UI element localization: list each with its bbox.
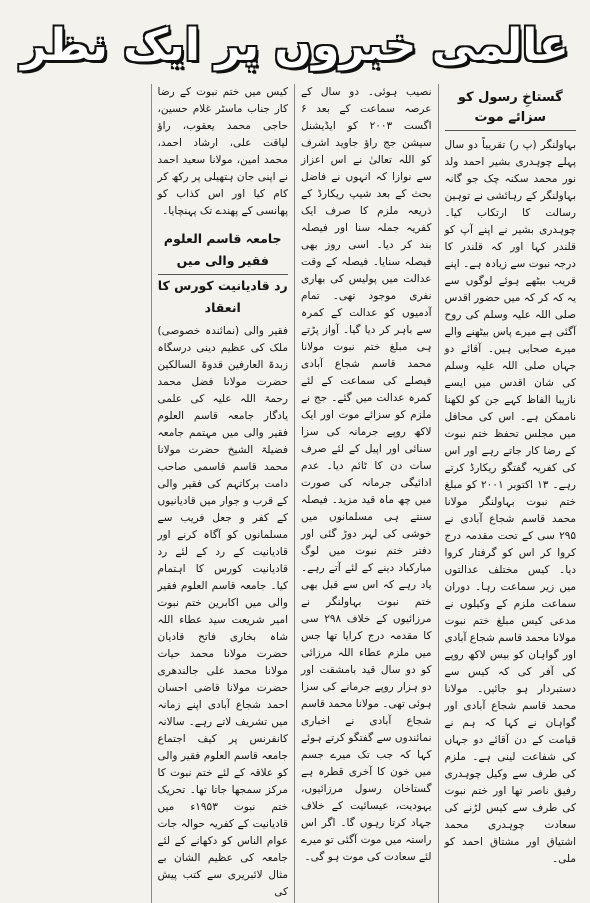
column-1 (439, 84, 583, 903)
article-paragraph: کیس میں ختم نبوت کے رضا کار جناب ماسٹر غلام حسین، حاجی محمد یعقوب، راؤ لیاقت علی، ارشاد احمد، محمد امین، مولانا سعید احمد نے اپنی جان ہتھیلی پر رکھ کر کام کیا اور اس کذاب کو پھانسی کے پھندے تک پہنچایا۔ (157, 86, 288, 217)
column-3 (152, 84, 296, 903)
article-paragraph: نصیب ہوئی۔ دو سال کے عرصہ سماعت کے بعد ۶ اگست ۲۰۰۳ کو ایڈیشنل سیشن جج راؤ جاوید اشرف کو اللہ تعالیٰ نے اس اعزاز سے نوازا کہ انہوں نے فاضل بحث کے بعد شیپ ریکارڈ کے ذریعہ ملزم کا صرف ایک کفریہ جملہ سنا اور فیصلہ بند کر دیا۔ اسی روز بھی فیصلہ سنایا۔ فیصلہ کے وقت عدالت میں پولیس کی بھاری نفری موجود تھی۔ تمام آدمیوں کو عدالت کے کمرہ سے باہر کر دیا گیا۔ آواز پڑتے ہی مبلغ ختم نبوت مولانا محمد قاسم شجاع آبادی فیصلے کی سماعت کے لئے کمرہ عدالت میں گئے۔ جج نے ملزم کو سزائے موت اور ایک لاکھ روپے جرمانہ کی سزا سنائی اور اپیل کے لئے صرف سات دن کا ٹائم دیا۔ عدم ادائیگی جرمانہ کی صورت میں چھ ماہ قید مزید۔ فیصلہ سنتے ہی مسلمانوں میں خوشی کی لہر دوڑ گئی اور دفتر ختم نبوت میں لوگ مبارکباد دینے کے لئے آتے رہے۔ یاد رہے کہ اس سے قبل بھی ختم نبوت بہاولنگر نے مرزائیوں کے خلاف ۲۹۸ سی کا مقدمہ درج کرایا تھا جس میں ملزم عطاء اللہ مرزائی کو دو سال قید بامشقت اور دو ہزار روپے جرمانے کی سزا ہوئی تھی۔ مولانا محمد قاسم شجاع آبادی نے اخباری نمائندوں سے گفتگو کرتے ہوئے کہا کہ جب تک میرے جسم میں خون کا آخری قطرہ ہے گستاخان رسول مرزائیوں، یہودیت، عیسائیت کے خلاف جہاد کرتا رہوں گا۔ اگر اس راستہ میں موت آگئی تو میرے لئے سعادت کی موت ہو گی۔ (301, 86, 432, 863)
masthead (8, 6, 582, 84)
article-columns (8, 84, 582, 898)
subhead-line-1: جامعہ قاسم العلوم فقیر والی میں (163, 231, 282, 268)
column-2 (295, 84, 439, 903)
article-headline-course (158, 228, 289, 319)
article-paragraph: فقیر والی (نمائندہ خصوصی) ملک کی عظیم دینی درسگاہ زبدۃ العارفین قدوۃ السالکین حضرت مولانا فضل محمد رحمۃ اللہ علیہ کی علمی یادگار جامعہ قاسم العلوم فقیر والی میں مہتمم جامعہ فضیلۃ الشیخ حضرت مولانا محمد قاسم قاسمی صاحب دامت برکاتہم کی فقیر والی کے قرب و جوار میں قادیانیوں کے کفر و جعل فریب سے مسلمانوں کو آگاہ کرنے اور قادیانیت کے رد کے لئے رد قادیانیت کورس کا اہتمام کیا۔ جامعہ قاسم العلوم فقیر والی میں اکابرین ختم نبوت امیر شریعت سید عطاء اللہ شاہ بخاری فاتح قادیان حضرت مولانا محمد حیات مولانا محمد علی جالندھری حضرت مولانا قاضی احسان احمد شجاع آبادی اپنے زمانہ میں تشریف لاتے رہے۔ سالانہ کانفرنس پر کیف اجتماع جامعہ قاسم العلوم فقیر والی کو علاقہ کے لئے ختم نبوت کا مرکز سمجھا جاتا تھا۔ تحریک ختم نبوت ۱۹۵۳ء میں قادیانیت کے کفریہ حوالہ جات عوام الناس کو دکھانے کے لئے جامعہ کی عظیم الشان بے مثال لائبریری سے کتب پیش کی (157, 325, 288, 898)
article-headline-blasphemy: گستاخِ رسول کو سزائے موت (445, 88, 577, 131)
page-title: عالمی خبروں پر ایک نظر (21, 19, 569, 71)
column-4-empty (8, 84, 152, 903)
article-paragraph: بہاولنگر (پ ر) تقریباً دو سال پہلے چوہدری بشیر احمد ولد نور محمد سکنہ چک جو گانہ بہاولنگر کے رہائشی نے توہین رسالت کا ارتکاب کیا۔ چوہدری بشیر نے اپنے آپ کو قلندر کہا اور کہ قلندر کا درجہ نبوت سے زیادہ ہے۔ اپنے قریب بیٹھے ہوئے لوگوں سے یہ کہ کر کہ میں حضور اقدس صلی اللہ علیہ وسلم کی روح آگئی ہے میرے پاس بیٹھنے والے میرے صحابی ہیں۔ آقائے دو جہاں صلی اللہ علیہ وسلم کی شان اقدس میں ایسے نازیبا الفاظ کہے جن کو لکھنا ناممکن ہے۔ اس کی محافل میں مجلس تحفظ ختم نبوت کے رضا کار جاتے رہے اور اس کی کفریہ گفتگو ریکارڈ کرتے رہے۔ ۱۳ اکتوبر ۲۰۰۱ کو مبلغ ختم نبوت بہاولنگر مولانا محمد قاسم شجاع آبادی نے ۲۹۵ سی کے تحت مقدمہ درج کروا کر اس کو گرفتار کروا دیا۔ کیس مختلف عدالتوں میں زیر سماعت رہا۔ دوران سماعت ملزم کے وکیلوں نے مدعی کیس مبلغ ختم نبوت مولانا محمد قاسم شجاع آبادی اور گواہان کو بیس لاکھ روپے کی آفر کی کہ کیس سے دستبردار ہو جائیں۔ مولانا محمد قاسم شجاع آبادی اور گواہان نے کہا کہ ہم نے قیامت کے دن آقائے دو جہاں کی شفاعت لینی ہے۔ ملزم کی طرف سے وکیل چوہدری رفیق ناصر تھا اور ختم نبوت کی طرف سے کیس لڑنے کی سعادت چوہدری محمد اشتیاق اور مشتاق احمد کو ملی۔ (444, 139, 576, 865)
subhead-line-2: رد قادیانیت کورس کا انعقاد (158, 274, 289, 319)
